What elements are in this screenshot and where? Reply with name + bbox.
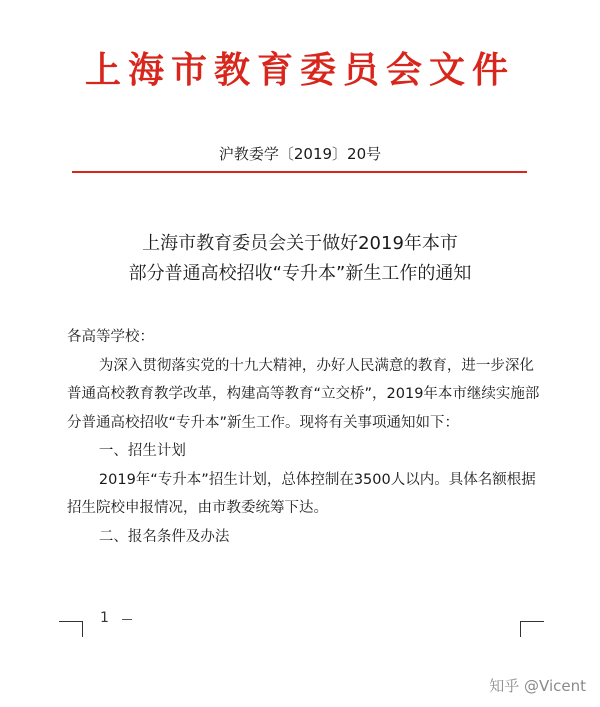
crop-mark-right-vertical (520, 621, 521, 637)
intro-paragraph: 为深入贯彻落实党的十九大精神，办好人民满意的教育，进一步深化普通高校教育教学改革，构建高等教育“立交桥”，2019年本市继续实施部分普通高校招收“专升本”新生工作。现将有关事项通知如下： (67, 357, 540, 431)
section1-text: 2019年“专升本”招生计划，总体控制在3500人以内。具体名额根据招生院校申报情况，由市教委统筹下达。 (67, 471, 536, 516)
org-title: 上海市教育委员会文件 (84, 50, 515, 91)
section1-heading: 一、招生计划 (98, 443, 186, 459)
crop-mark-right (520, 621, 544, 622)
crop-mark-left-vertical (82, 621, 83, 637)
subject-line-2: 部分普通高校招收“专升本”新生工作的通知 (128, 263, 472, 284)
page-number-dash (122, 619, 132, 620)
page-number: 1 (100, 610, 109, 626)
doc-number: 沪教委学〔2019〕20号 (218, 145, 382, 163)
crop-mark-left (59, 621, 83, 622)
section2-heading: 二、报名条件及办法 (98, 528, 230, 545)
salutation: 各高等学校： (67, 329, 154, 345)
document-body (67, 323, 547, 551)
document-subject (0, 229, 600, 289)
subject-line-1: 上海市教育委员会关于做好2019年本市 (142, 233, 458, 254)
red-divider (72, 171, 527, 173)
watermark: 知乎 @Vicent (489, 677, 586, 695)
